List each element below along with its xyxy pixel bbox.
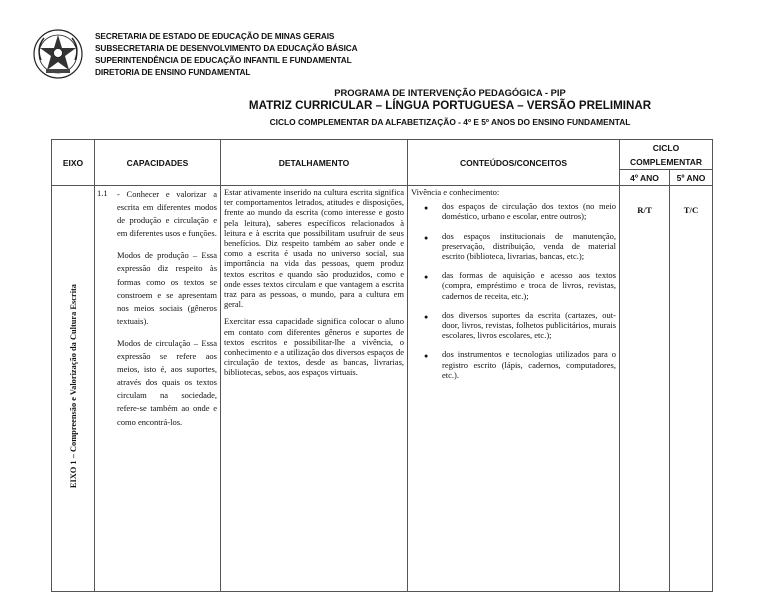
ano5-value: T/C bbox=[670, 186, 713, 592]
table-row bbox=[52, 186, 713, 592]
conteudos-intro: Vivência e conhecimento: bbox=[411, 187, 500, 197]
list-item-text: dos espaços institucionais de manutenção, preservação, distribuição, venda de material escrito (biblioteca, livrarias, bancas, etc.); bbox=[442, 230, 616, 262]
bullet-icon: ● bbox=[424, 312, 429, 321]
list-item-text: das formas de aquisição e acesso aos textos (compra, empréstimo e troca de livros, revistas, cadernos de receita, etc.); bbox=[442, 270, 616, 301]
header-line-secretaria: SECRETARIA DE ESTADO DE EDUCAÇÃO DE MINAS GERAIS bbox=[95, 31, 335, 41]
bullet-icon: ● bbox=[424, 352, 429, 361]
program-title: PROGRAMA DE INTERVENÇÃO PEDAGÓGICA - PIP bbox=[334, 87, 566, 98]
state-coat-of-arms-seal bbox=[32, 28, 84, 80]
detalhamento-cell bbox=[221, 186, 408, 592]
eixo-label: EIXO 1 – Compreensão e Valorização da Cultura Escrita bbox=[68, 283, 78, 489]
header-line-diretoria: DIRETORIA DE ENSINO FUNDAMENTAL bbox=[95, 67, 251, 77]
cycle-title: CICLO COMPLEMENTAR DA ALFABETIZAÇÃO - 4º E 5º ANOS DO ENSINO FUNDAMENTAL bbox=[269, 117, 631, 127]
header-eixo: EIXO bbox=[52, 140, 95, 186]
conteudos-cell bbox=[408, 186, 620, 592]
curriculum-matrix-table bbox=[51, 139, 713, 592]
header-line-subsecretaria: SUBSECRETARIA DE DESENVOLVIMENTO DA EDUCAÇÃO BÁSICA bbox=[95, 43, 358, 53]
detalhamento-paragraph: Estar ativamente inserido na cultura escrita significa ter comportamentos letrados, atitudes e disposições, frente ao mundo da escrita (como interesse e gosto pela leitura), saberes específicos relacionados à leitura e à escrita que possibilitam usufruir de seus benefícios. Diz respeito também ao saber onde e como a escrita é usada no universo social, sua importância na vida das pessoas, quem produz textos escritos e quando são produzidos, como e onde esses textos circulam e que vantagem a escrita traz para as pessoas, o mundo, para a cultura em geral. bbox=[224, 187, 404, 310]
bullet-icon: ● bbox=[424, 233, 429, 242]
header-5-ano: 5º ANO bbox=[670, 170, 713, 186]
table-header-row bbox=[52, 140, 713, 170]
institution-header bbox=[95, 30, 358, 78]
header-detalhamento: DETALHAMENTO bbox=[221, 140, 408, 186]
list-item bbox=[411, 349, 616, 380]
header-ciclo-complementar bbox=[620, 140, 713, 170]
header-conteudos: CONTEÚDOS/CONCEITOS bbox=[408, 140, 620, 186]
capacity-number: 1.1 bbox=[97, 188, 108, 198]
list-item-text: dos espaços de circulação dos textos (no meio doméstico, urbano e escolar, entre outros); bbox=[442, 201, 616, 222]
capacity-modos-producao: Modos de produção – Essa expressão diz respeito às formas como os textos se constroem e se apresentam nos meios sociais (gêneros textuais). bbox=[117, 250, 217, 326]
header-ciclo-line1: CICLO bbox=[652, 143, 680, 153]
list-item-text: dos instrumentos e tecnologias utilizados para o registro escrito (lápis, cadernos, computadores, etc.). bbox=[442, 349, 616, 380]
conteudos-list bbox=[411, 201, 616, 380]
header-4-ano: 4º ANO bbox=[620, 170, 670, 186]
list-item-text: dos diversos suportes da escrita (cartazes, out-door, livros, revistas, folhetos publicitários, murais escolares, livros escolares, etc.); bbox=[442, 309, 616, 341]
capacidades-cell bbox=[95, 186, 221, 592]
ano4-value: R/T bbox=[620, 186, 670, 592]
header-ciclo-line2: COMPLEMENTAR bbox=[629, 157, 703, 167]
detalhamento-paragraph: Exercitar essa capacidade significa colocar o aluno em contato com diferentes gêneros e suportes de textos escritos e possibilitar-lhe a vivência, o conhecimento e a utilização dos diversos espaços de circulação de textos, desde as bancas, livrarias, bibliotecas, sebos, aos espaços virtuais. bbox=[224, 316, 404, 378]
bullet-icon: ● bbox=[424, 204, 429, 213]
list-item bbox=[411, 231, 616, 262]
capacity-modos-circulacao: Modos de circulação – Essa expressão se refere aos meios, isto é, aos suportes, através dos quais os textos circulam na sociedade, refere-se também ao onde e como encontrá-los. bbox=[117, 337, 217, 427]
matrix-title: MATRIZ CURRICULAR – LÍNGUA PORTUGUESA – VERSÃO PRELIMINAR bbox=[248, 99, 652, 112]
list-item bbox=[411, 310, 616, 341]
eixo-cell bbox=[52, 186, 95, 592]
header-capacidades: CAPACIDADES bbox=[95, 140, 221, 186]
bullet-icon: ● bbox=[424, 273, 429, 282]
header-line-superintendencia: SUPERINTENDÊNCIA DE EDUCAÇÃO INFANTIL E FUNDAMENTAL bbox=[95, 55, 352, 65]
list-item bbox=[411, 201, 616, 221]
list-item bbox=[411, 270, 616, 301]
capacity-statement: - Conhecer e valorizar a escrita em diferentes modos de produção e circulação e em diferentes usos e funções. bbox=[117, 189, 217, 239]
